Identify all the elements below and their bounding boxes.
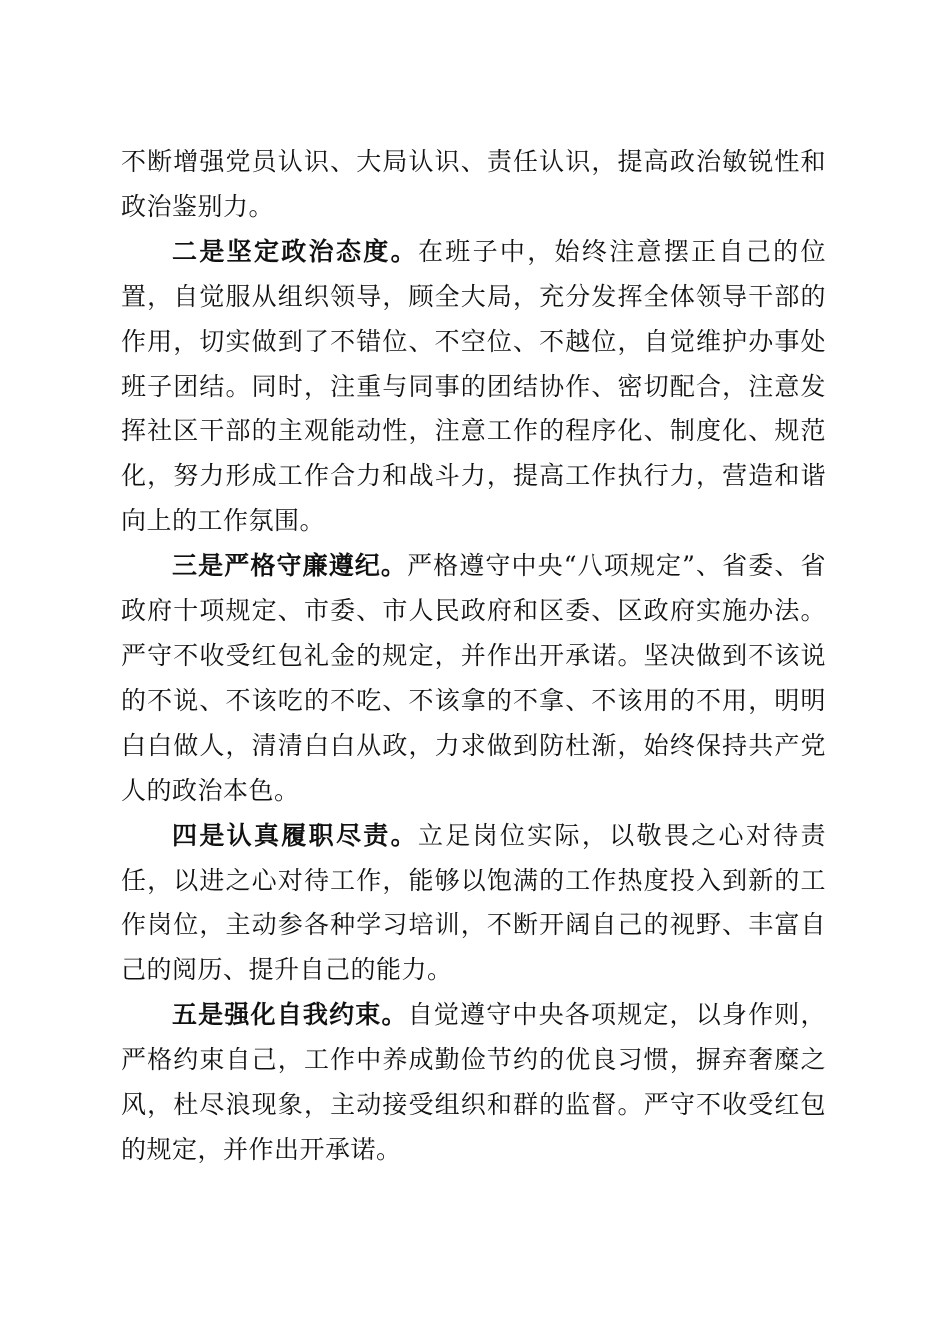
paragraph-4-text: 立足岗位实际，以敬畏之心对待责任，以进之心对待工作，能够以饱满的工作热度投入到新的工作岗位，主动参各种学习培训，不断开阔自己的视野、丰富自己的阅历、提升自己的能力。 [121,820,826,985]
document-body [121,140,826,1173]
paragraph-5-text: 自觉遵守中央各项规定，以身作则，严格约束自己，工作中养成勤俭节约的优良习惯，摒弃奢糜之风，杜尽浪现象，主动接受组织和群的监督。严守不收受红包的规定，并作出开承诺。 [121,1000,826,1164]
paragraph-2-text: 在班子中，始终注意摆正自己的位置，自觉服从组织领导，顾全大局，充分发挥全体领导干部的作用，切实做到了不错位、不空位、不越位，自觉维护办事处班子团结。同时，注重与同事的团结协作、密切配合，注意发挥社区干部的主观能动性，注意工作的程序化、制度化、规范化，努力形成工作合力和战斗力，提高工作执行力，营造和谐向上的工作氛围。 [121,236,826,536]
paragraph-5 [121,993,826,1173]
paragraph-4-heading: 四是认真履职尽责。 [172,820,418,850]
paragraph-4 [121,814,826,994]
paragraph-3-text: 严格遵守中央“八项规定”、省委、省政府十项规定、市委、市人民政府和区委、区政府实施办法。严守不收受红包礼金的规定，并作出开承诺。坚决做到不该说的不说、不该吃的不吃、不该拿的不拿、不该用的不用，明明白白做人，清清白白从政，力求做到防杜渐，始终保持共产党人的政治本色。 [121,551,826,805]
paragraph-3-heading: 三是严格守廉遵纪。 [172,551,408,581]
paragraph-2-heading: 二是坚定政治态度。 [172,236,418,266]
paragraph-2 [121,230,826,544]
paragraph-1-text: 不断增强党员认识、大局认识、责任认识，提高政治敏锐性和政治鉴别力。 [121,147,826,221]
paragraph-1 [121,140,826,230]
paragraph-3 [121,544,826,813]
paragraph-5-heading: 五是强化自我约束。 [172,1000,408,1030]
